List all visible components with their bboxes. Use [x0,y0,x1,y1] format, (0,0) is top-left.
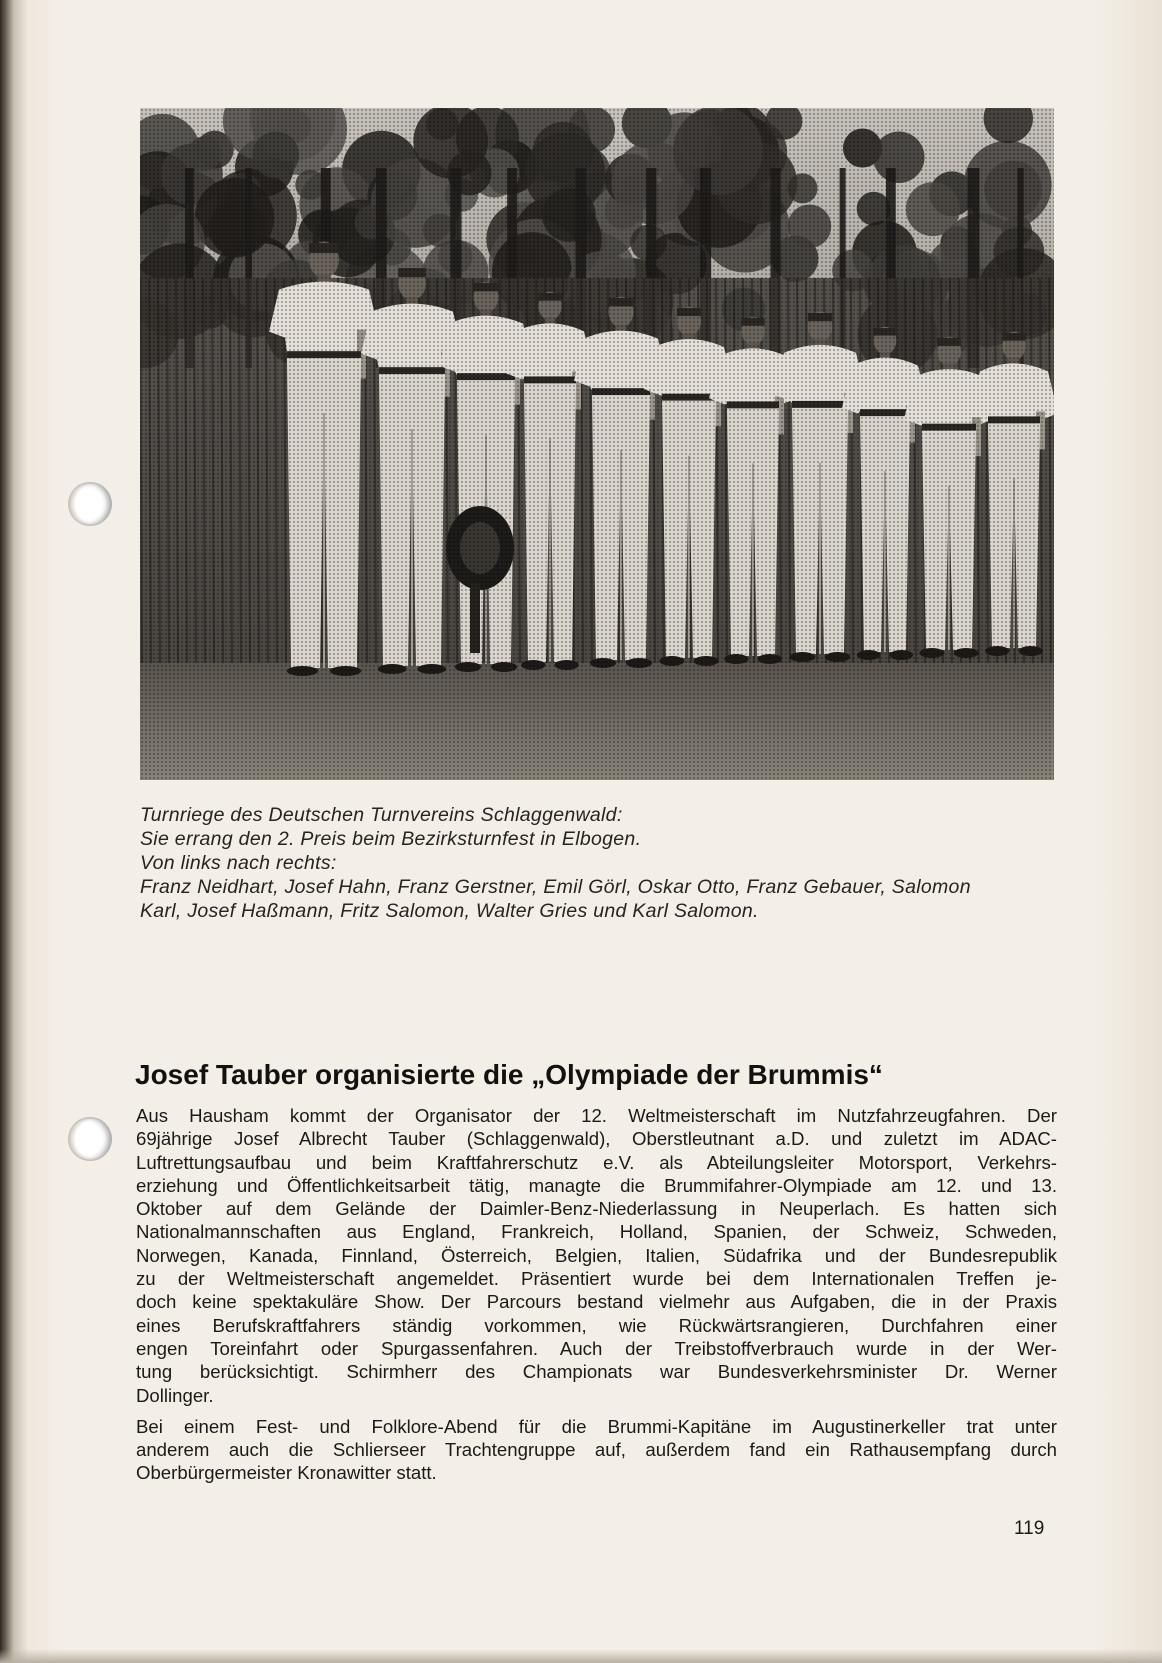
caption-line: Von links nach rechts: [140,852,337,874]
article-line: 69jährige Josef Albrecht Tauber (Schlaggenwald), Oberstleutnant a.D. und zuletzt im ADAC- [136,1128,1057,1150]
gymnast-hair [538,293,561,301]
gymnast-shoe [287,666,318,676]
binding-edge [0,0,28,1663]
foliage-blob [252,131,299,178]
foliage-blob [187,136,221,170]
gymnast-neck [545,318,555,324]
gymnast-shoe [790,652,816,662]
gymnast-shoe [825,652,851,662]
gymnast-shoe [555,660,579,670]
article-paragraph-2 [136,1415,1057,1485]
gymnast-belt [860,409,910,416]
article-line: Luftrettungsaufbau und beim Kraftfahrerschutz e.V. als Abteilungsleiter Motorsport, Verkehrs- [136,1151,1057,1173]
gymnast-hair [874,328,897,336]
group-photo-drawing [140,108,1054,780]
gymnast-shoe [417,664,446,674]
punch-hole-top [68,482,112,526]
article-body [136,1104,1057,1485]
article-line: anderem auch die Schlierseer Trachtengruppe auf, außerdem fand ein Rathausempfang durch [136,1439,1057,1461]
gymnast-hair [677,308,701,316]
gymnast-hair [473,283,498,291]
gymnast-belt [792,401,848,408]
foliage-blob [906,182,960,236]
foliage-blob [873,132,924,183]
article-headline: Josef Tauber organisierte die „Olympiade der Brummis“ [135,1059,883,1090]
caption-line: Sie errang den 2. Preis beim Bezirksturnfest in Elbogen. [140,828,642,850]
gymnast-shoe [954,648,979,658]
caption-line: Karl, Josef Haßmann, Fritz Salomon, Walter Gries und Karl Salomon. [140,900,759,922]
gymnast-shirt [970,363,1054,419]
gymnast-shoe [491,662,517,672]
gymnast-shoe [694,656,719,666]
gymnast-belt [988,416,1040,423]
gymnast-shoe [378,664,407,674]
gymnast-shoe [521,660,545,670]
gymnast-hair [398,268,426,277]
punch-hole-bottom [68,1117,112,1161]
gymnast-neck [615,324,626,331]
article-line: erziehung und Öffentlichkeitsarbeit tätig, managte die Brummifahrer-Olympiade am 12. und 13. [136,1174,1057,1196]
article-line: Aus Hausham kommt der Organisator der 12. Weltmeisterschaft im Nutzfahrzeugfahren. Der [136,1105,1057,1126]
article-line: tung berücksichtigt. Schirmherr des Championats war Bundesverkehrsminister Dr. Werner [136,1361,1057,1383]
article-paragraph-1 [136,1104,1057,1407]
group-photo [140,108,1054,780]
gymnast-neck [1009,358,1019,364]
gymnast-belt [922,424,976,431]
gymnast-neck [880,352,890,358]
caption-line: Franz Neidhart, Josef Hahn, Franz Gerstner, Emil Görl, Oskar Otto, Franz Gebauer, Salomon [140,876,971,898]
article-line: Oktober auf dem Gelände der Daimler-Benz-Niederlassung in Neuperlach. Es hatten sich [136,1198,1057,1220]
article-line: engen Toreinfahrt oder Spurgassenfahren. Auch der Treibstoffverbrauch wurde in der Wer- [136,1337,1057,1359]
gymnast-hair [608,298,633,306]
article-line: zu der Weltmeisterschaft angemeldet. Präsentiert wurde bei dem Internationalen Treffen je- [136,1268,1057,1290]
article-line: Dollinger. [136,1384,214,1406]
gymnast-belt [379,367,445,374]
gymnast-shoe [1019,646,1043,656]
article-line: Nationalmannschaften aus England, Frankreich, Holland, Spanien, der Schweiz, Schweden, [136,1221,1057,1243]
gymnast-belt [662,394,716,401]
gymnast-shoe [659,656,684,666]
gymnast-shoe [919,648,944,658]
gymnast-belt [592,388,650,395]
gymnast-neck [480,309,491,316]
gymnast-belt [287,351,361,358]
article-line: eines Berufskraftfahrers ständig vorkommen, wie Rückwärtsrangieren, Durchfahren einer [136,1314,1057,1336]
gymnast-neck [684,333,695,340]
foliage-blob [857,192,891,226]
gymnast-hair [937,338,961,346]
article-line: Norwegen, Kanada, Finnland, Österreich, Belgien, Italien, Südafrika und der Bundesrepublik [136,1244,1057,1266]
gymnast-hair [741,318,764,326]
article-line: doch keine spektakuläre Show. Der Parcours bestand vielmehr aus Aufgaben, die in der Praxis [136,1291,1057,1313]
gymnast-neck [944,363,955,370]
page-number: 119 [1014,1518,1045,1539]
page-bottom-edge [0,1649,1162,1663]
gymnast-shoe [330,666,361,676]
gymnast-hair [1002,333,1025,341]
gymnast-belt [524,376,576,383]
gymnast-belt [727,401,779,408]
gymnast-neck [748,343,758,349]
gymnast-shoe [590,658,616,668]
foliage-blob [788,204,832,248]
gymnast-shoe [724,654,748,664]
gymnast-shoe [626,658,652,668]
foliage-blob [673,108,763,195]
article-line: Oberbürgermeister Kronawitter statt. [136,1462,437,1484]
photo-caption [140,803,1070,923]
gymnast-hair [808,313,832,321]
gymnast-belt [457,373,515,380]
gymnast-neck [406,297,418,305]
gymnast-neck [815,339,826,346]
article-line: Bei einem Fest- und Folklore-Abend für die Brummi-Kapitäne im Augustinerkeller trat unter [136,1415,1057,1437]
ground [140,663,1054,780]
gymnast-shoe [985,646,1009,656]
gymnast-hair [309,243,339,253]
foliage-blob [195,178,274,257]
gymnast-shoe [758,654,782,664]
gymnast-shoe [889,650,913,660]
foliage-blob [542,188,596,242]
caption-line: Turnriege des Deutschen Turnvereins Schlaggenwald: [140,804,623,826]
gymnast-shoe [857,650,881,660]
gymnast-shoe [455,662,481,672]
